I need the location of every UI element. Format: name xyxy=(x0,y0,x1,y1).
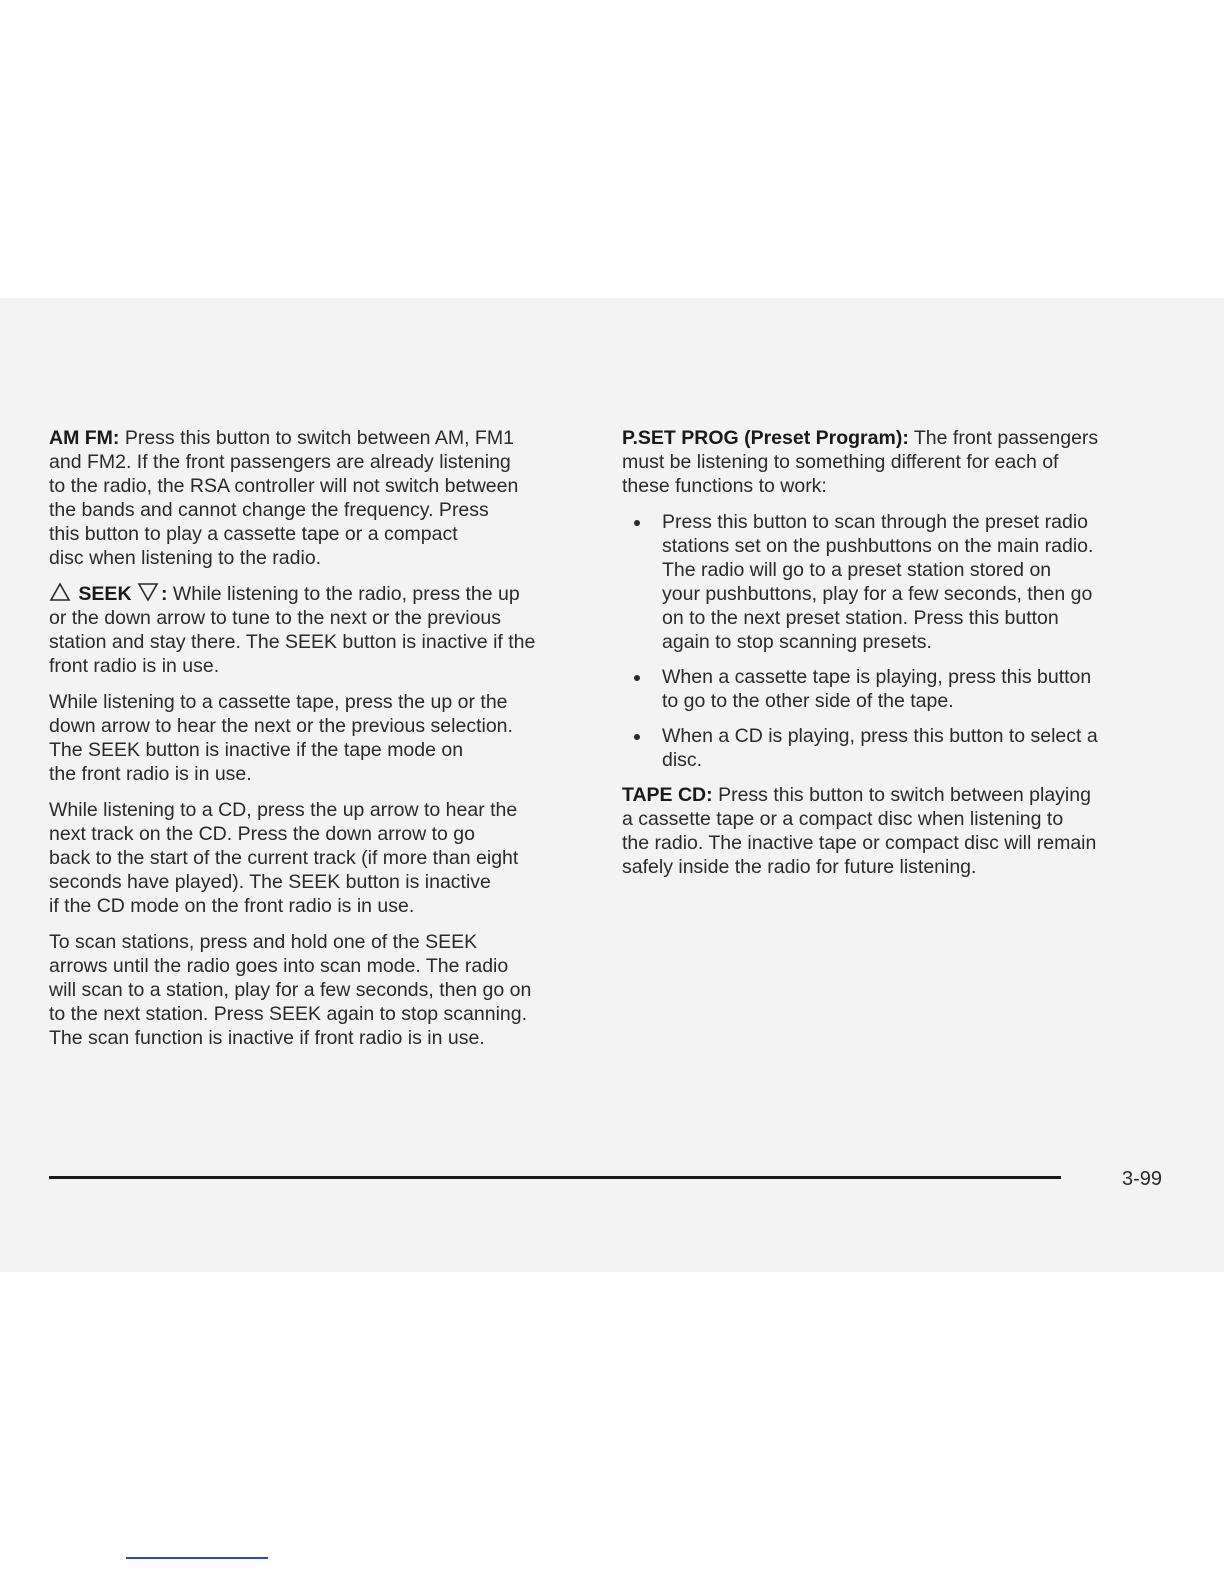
list-item xyxy=(622,510,1167,654)
page-number: 3-99 xyxy=(1121,1168,1162,1190)
tape-cd-term: TAPE CD: xyxy=(622,784,713,806)
bullet-icon xyxy=(634,520,640,526)
tape-cd-paragraph xyxy=(622,783,1167,879)
bullet-icon xyxy=(634,734,640,740)
footer-divider xyxy=(49,1176,1061,1179)
pset-term: P.SET PROG (Preset Program): xyxy=(622,427,909,449)
pset-text: The front passengers must be listening to something different for each of these functions to work: xyxy=(622,427,1099,497)
list-item xyxy=(622,665,1167,713)
left-column xyxy=(49,426,589,1062)
up-triangle-icon xyxy=(49,582,73,602)
tape-cd-text: Press this button to switch between playing a cassette tape or a compact disc when listening to the radio. The inactive tape or compact disc will remain safely inside the radio for future listening. xyxy=(622,784,1097,878)
seek-text-rest: or the down arrow to tune to the next or the previous station and stay there. The SEEK button is inactive if the front radio is in use. xyxy=(49,607,536,677)
cd-seek-paragraph: While listening to a CD, press the up arrow to hear the next track on the CD. Press the down arrow to go back to the start of the current track (if more than eight seconds have played). The SEEK button is inactive if the CD mode on the front radio is in use. xyxy=(49,799,519,917)
pset-paragraph xyxy=(622,426,1167,498)
seek-paragraph xyxy=(49,582,589,678)
am-fm-text: Press this button to switch between AM, FM1 and FM2. If the front passengers are already listening to the radio, the RSA controller will not switch between the bands and cannot change the frequency. Press this button to play a cassette tape or a compact disc when listening to the radio. xyxy=(49,427,519,569)
am-fm-term: AM FM: xyxy=(49,427,120,449)
pset-bullet-list xyxy=(622,510,1167,772)
bottom-divider xyxy=(126,1557,268,1559)
tape-seek-paragraph: While listening to a cassette tape, press the up or the down arrow to hear the next or the previous selection. The SEEK button is inactive if the tape mode on the front radio is in use. xyxy=(49,691,513,785)
bullet-text: Press this button to scan through the preset radio stations set on the pushbuttons on the main radio. The radio will go to a preset station stored on your pushbuttons, play for a few seconds, then go on to the next preset station. Press this button again to stop scanning presets. xyxy=(662,511,1094,653)
scan-paragraph: To scan stations, press and hold one of the SEEK arrows until the radio goes into scan mode. The radio will scan to a station, play for a few seconds, then go on to the next station. Press SEEK again to stop scanning. The scan function is inactive if front radio is in use. xyxy=(49,931,532,1049)
bullet-text: When a CD is playing, press this button to select a disc. xyxy=(662,725,1098,771)
down-triangle-icon xyxy=(137,582,161,602)
bullet-icon xyxy=(634,675,640,681)
seek-text-first: While listening to the radio, press the up xyxy=(172,583,520,605)
seek-colon: : xyxy=(160,583,168,605)
right-column xyxy=(622,426,1167,891)
seek-term: SEEK xyxy=(78,583,132,605)
am-fm-paragraph xyxy=(49,426,589,570)
bullet-text: When a cassette tape is playing, press this button to go to the other side of the tape. xyxy=(662,666,1092,712)
manual-page xyxy=(0,298,1224,1272)
list-item xyxy=(622,724,1167,772)
